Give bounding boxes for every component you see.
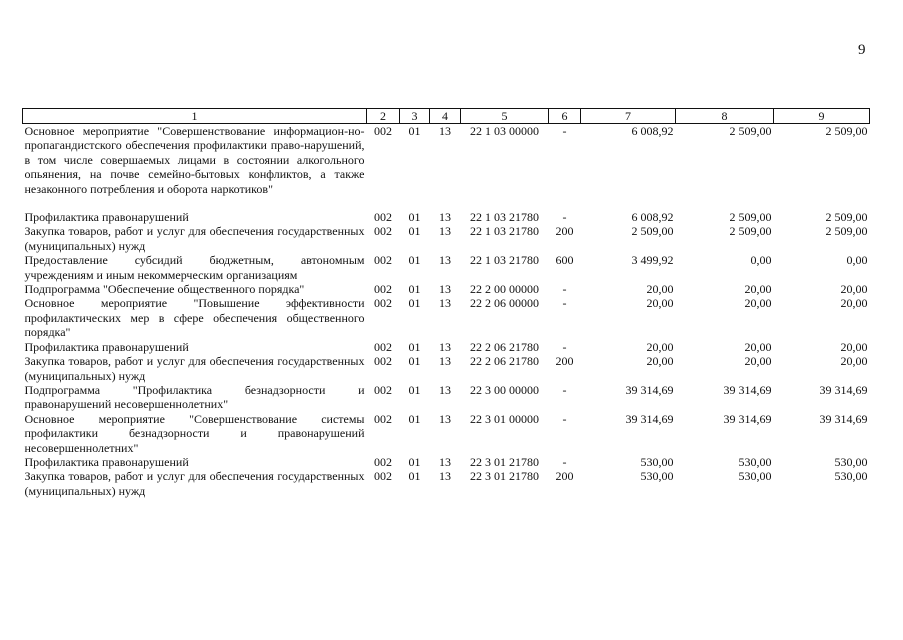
- cell-amount-7: 2 509,00: [631, 224, 674, 239]
- cell-expense-type: -: [562, 339, 567, 354]
- table-row: [23, 253, 870, 282]
- cell-amount-8: 2 509,00: [729, 224, 772, 239]
- cell-amount-7: 20,00: [646, 354, 674, 369]
- table-row: [23, 340, 870, 354]
- cell-target-article: 22 1 03 21780: [470, 210, 539, 225]
- cell-section: 01: [408, 382, 421, 397]
- cell-ministry-code: 002: [374, 224, 392, 239]
- row-name: Подпрограмма "Обеспечение общественного порядка": [24, 282, 305, 297]
- cell-target-article: 22 2 06 21780: [470, 339, 539, 354]
- row-name: Профилактика правонарушений: [24, 454, 189, 469]
- row-name: Закупка товаров, работ и услуг для обеспечения государственных (муниципальных) нужд: [24, 469, 365, 498]
- budget-table: [22, 108, 870, 498]
- cell-amount-7: 530,00: [640, 469, 674, 484]
- cell-subsection: 13: [439, 339, 451, 354]
- cell-amount-9: 20,00: [840, 354, 868, 369]
- row-name: Подпрограмма "Профилактика безнадзорности и правонарушений несовершеннолетних": [24, 382, 365, 412]
- table-row: [23, 383, 870, 412]
- table-row: [23, 224, 870, 253]
- cell-expense-type: -: [562, 124, 567, 138]
- table-row: [23, 469, 870, 498]
- cell-subsection: 13: [439, 253, 451, 268]
- cell-target-article: 22 3 01 21780: [470, 469, 539, 484]
- cell-amount-8: 20,00: [744, 339, 772, 354]
- cell-ministry-code: 002: [374, 469, 392, 484]
- cell-expense-type: -: [562, 454, 567, 469]
- cell-ministry-code: 002: [374, 339, 392, 354]
- cell-amount-7: 20,00: [646, 282, 674, 297]
- cell-amount-9: 20,00: [840, 296, 868, 311]
- cell-subsection: 13: [439, 411, 451, 426]
- page-number: 9: [858, 42, 866, 58]
- cell-expense-type: -: [562, 282, 567, 297]
- cell-section: 01: [408, 224, 421, 239]
- cell-amount-8: 20,00: [744, 282, 772, 297]
- table-row: [23, 296, 870, 339]
- row-name: Профилактика правонарушений: [24, 339, 189, 354]
- cell-ministry-code: 002: [374, 282, 392, 297]
- cell-amount-8: 20,00: [744, 354, 772, 369]
- cell-amount-9: 0,00: [846, 253, 868, 268]
- cell-expense-type: -: [562, 382, 567, 397]
- cell-amount-9: 530,00: [834, 454, 868, 469]
- table-row: [23, 282, 870, 296]
- cell-subsection: 13: [439, 382, 451, 397]
- cell-subsection: 13: [439, 354, 451, 369]
- cell-section: 01: [408, 296, 421, 311]
- col-header-1: 1: [23, 109, 367, 124]
- cell-subsection: 13: [439, 224, 451, 239]
- cell-amount-8: 530,00: [738, 469, 772, 484]
- table-row: [23, 455, 870, 469]
- table-row: [23, 412, 870, 455]
- cell-section: 01: [408, 124, 421, 138]
- cell-section: 01: [408, 454, 421, 469]
- row-name: Предоставление субсидий бюджетным, автономным учреждениям и иным некоммерческим организациям: [24, 253, 365, 282]
- cell-subsection: 13: [439, 454, 451, 469]
- cell-target-article: 22 2 00 00000: [470, 282, 539, 297]
- row-name: Основное мероприятие "Повышение эффективности профилактических мер в сфере обеспечения общественного порядка": [24, 296, 365, 340]
- table-row: [23, 354, 870, 383]
- cell-target-article: 22 3 00 00000: [470, 382, 539, 397]
- cell-amount-7: 20,00: [646, 296, 674, 311]
- cell-ministry-code: 002: [374, 411, 392, 426]
- cell-amount-7: 6 008,92: [631, 124, 674, 138]
- cell-amount-8: 2 509,00: [729, 124, 772, 138]
- cell-amount-8: 2 509,00: [729, 210, 772, 225]
- cell-subsection: 13: [439, 210, 451, 225]
- cell-ministry-code: 002: [374, 124, 392, 138]
- row-name: Основное мероприятие "Совершенствование системы профилактики безнадзорности и правонарушений несовершеннолетних": [24, 411, 365, 455]
- col-header-7: 7: [581, 109, 676, 124]
- cell-ministry-code: 002: [374, 354, 392, 369]
- cell-section: 01: [408, 282, 421, 297]
- cell-expense-type: 200: [555, 224, 574, 239]
- spacer-row: [23, 196, 870, 210]
- cell-subsection: 13: [439, 124, 451, 138]
- table-row: [23, 210, 870, 224]
- row-name: Закупка товаров, работ и услуг для обеспечения государственных (муниципальных) нужд: [24, 224, 365, 253]
- cell-amount-7: 3 499,92: [631, 253, 674, 268]
- cell-subsection: 13: [439, 469, 451, 484]
- cell-ministry-code: 002: [374, 382, 392, 397]
- cell-amount-9: 20,00: [840, 282, 868, 297]
- cell-ministry-code: 002: [374, 253, 392, 268]
- cell-amount-9: 530,00: [834, 469, 868, 484]
- cell-expense-type: -: [562, 411, 567, 426]
- cell-amount-8: 39 314,69: [723, 411, 772, 426]
- table-row: [23, 124, 870, 197]
- cell-section: 01: [408, 253, 421, 268]
- cell-ministry-code: 002: [374, 454, 392, 469]
- cell-subsection: 13: [439, 282, 451, 297]
- cell-subsection: 13: [439, 296, 451, 311]
- cell-amount-8: 20,00: [744, 296, 772, 311]
- row-name: Закупка товаров, работ и услуг для обеспечения государственных (муниципальных) нужд: [24, 354, 365, 383]
- cell-amount-7: 39 314,69: [625, 411, 674, 426]
- cell-amount-8: 530,00: [738, 454, 772, 469]
- cell-section: 01: [408, 354, 421, 369]
- cell-amount-7: 6 008,92: [631, 210, 674, 225]
- cell-ministry-code: 002: [374, 296, 392, 311]
- row-name: Профилактика правонарушений: [24, 210, 189, 225]
- cell-section: 01: [408, 210, 421, 225]
- cell-target-article: 22 2 06 21780: [470, 354, 539, 369]
- cell-expense-type: -: [562, 296, 567, 311]
- cell-amount-7: 39 314,69: [625, 382, 674, 397]
- col-header-6: 6: [549, 109, 581, 124]
- row-name: Основное мероприятие "Совершенствование информацион-но-пропагандистского обеспечения профилактики право-нарушений, в том числе совершаемых лицами в состоянии алкогольного опьянения, на почве семейно-бытовых конфликтов, а также незаконного потребления и оборота наркотиков": [24, 124, 365, 196]
- cell-amount-9: 20,00: [840, 339, 868, 354]
- col-header-8: 8: [676, 109, 774, 124]
- cell-amount-9: 39 314,69: [819, 411, 868, 426]
- col-header-5: 5: [461, 109, 549, 124]
- cell-target-article: 22 2 06 00000: [470, 296, 539, 311]
- cell-amount-9: 39 314,69: [819, 382, 868, 397]
- cell-section: 01: [408, 469, 421, 484]
- cell-target-article: 22 1 03 21780: [470, 224, 539, 239]
- cell-expense-type: 600: [555, 253, 574, 268]
- cell-section: 01: [408, 411, 421, 426]
- cell-amount-7: 530,00: [640, 454, 674, 469]
- cell-expense-type: 200: [555, 469, 574, 484]
- col-header-3: 3: [400, 109, 430, 124]
- header-row: [23, 109, 870, 124]
- cell-expense-type: -: [562, 210, 567, 225]
- cell-amount-9: 2 509,00: [825, 210, 868, 225]
- cell-section: 01: [408, 339, 421, 354]
- col-header-2: 2: [367, 109, 400, 124]
- cell-amount-9: 2 509,00: [825, 224, 868, 239]
- col-header-4: 4: [430, 109, 461, 124]
- cell-ministry-code: 002: [374, 210, 392, 225]
- cell-amount-8: 0,00: [750, 253, 772, 268]
- cell-target-article: 22 3 01 21780: [470, 454, 539, 469]
- cell-expense-type: 200: [555, 354, 574, 369]
- cell-target-article: 22 3 01 00000: [470, 411, 539, 426]
- cell-amount-7: 20,00: [646, 339, 674, 354]
- cell-target-article: 22 1 03 21780: [470, 253, 539, 268]
- cell-amount-8: 39 314,69: [723, 382, 772, 397]
- cell-amount-9: 2 509,00: [825, 124, 868, 138]
- cell-target-article: 22 1 03 00000: [470, 124, 539, 138]
- col-header-9: 9: [774, 109, 870, 124]
